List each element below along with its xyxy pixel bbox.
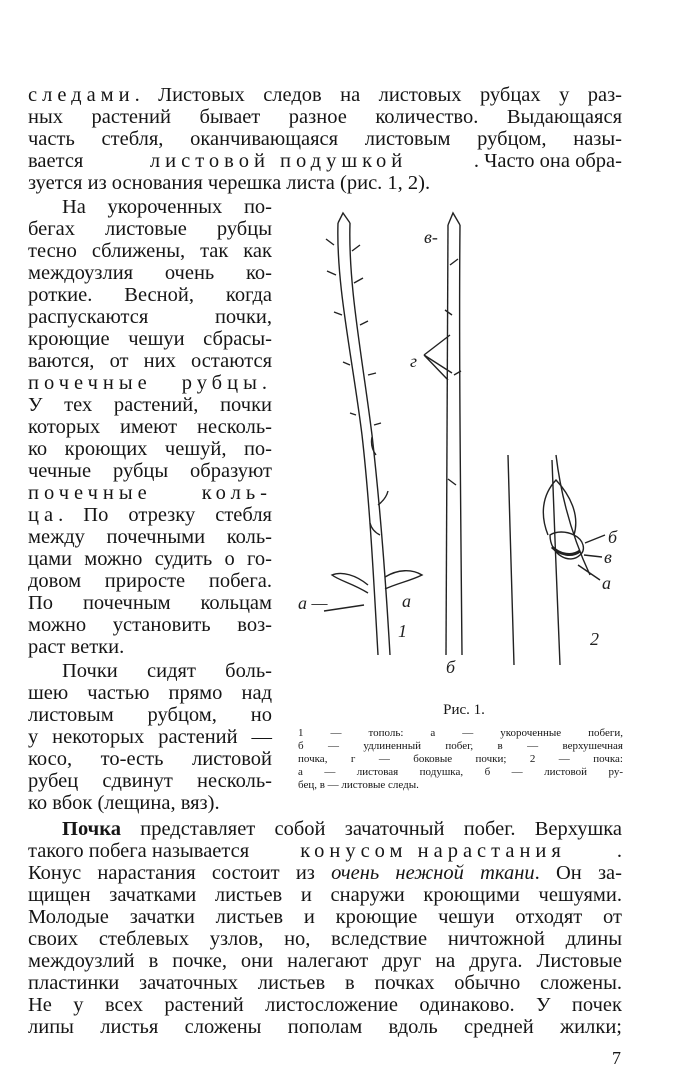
label-fig2-b: б — [608, 527, 618, 547]
text-line: можно установить воз- — [28, 614, 272, 636]
text-line: По почечным кольцам — [28, 592, 272, 614]
text-line: Почка представляет собой зачаточный побег. Верхушка — [62, 818, 622, 840]
text-line: ных растений бывает разное количество. Выдающаяся — [28, 106, 622, 128]
text-line: липы листья сложены пополам вдоль средней жилки; — [28, 1016, 622, 1038]
text-line: довом приросте побега. — [28, 570, 272, 592]
figure-caption-line: 1 — тополь: а — укороченные побеги, — [298, 727, 623, 739]
label-g: г — [410, 351, 418, 371]
text-line: щищен зачатками листьев и снаружи кроющими чешуями. — [28, 884, 622, 906]
term-spaced: ца — [28, 504, 59, 526]
term-italic: очень нежной ткани — [331, 862, 535, 884]
text-line: рубец сдвинут несколь- — [28, 770, 272, 792]
text-line: зуется из основания черешка листа (рис. 1, 2). — [28, 172, 431, 194]
text-line: ца. По отрезку стебля — [28, 504, 272, 526]
term-bold: Почка — [62, 818, 121, 840]
text-line: У тех растений, почки — [28, 394, 272, 416]
label-fig2-num: 2 — [590, 629, 599, 649]
text-line: чечные рубцы образуют — [28, 460, 272, 482]
figure-caption-line: бец, в — листовые следы. — [298, 779, 419, 791]
text-line: листовым рубцом, но — [28, 704, 272, 726]
text-line: цами можно судить о го- — [28, 548, 272, 570]
figure-1 — [290, 205, 640, 815]
text-line: Молодые зачатки листьев и кроющие чешуи отходят от — [28, 906, 622, 928]
text-line: вается листовой подушкой . Часто она обра- — [28, 150, 622, 172]
shoot-1-drawing — [324, 213, 422, 655]
text-line: Почки сидят боль- — [62, 660, 272, 682]
text-line: ко вбок (лещина, вяз). — [28, 792, 220, 814]
text-line: косо, то-есть листовой — [28, 748, 272, 770]
text-line: ваются, от них остаются — [28, 350, 272, 372]
figure-illustration — [290, 205, 640, 695]
text-line: часть стебля, оканчивающаяся листовым рубцом, назы- — [28, 128, 622, 150]
label-fig2-v: в — [604, 547, 612, 567]
term-spaced: листовой подушкой — [149, 150, 408, 172]
text-line: На укороченных по- — [62, 196, 272, 218]
text-line: распускаются почки, — [28, 306, 272, 328]
text-line: своих стеблевых узлов, но, вследствие ничтожной длины — [28, 928, 622, 950]
text-line: кроющие чешуи сбрасы- — [28, 328, 272, 350]
text-line: бегах листовые рубцы — [28, 218, 272, 240]
figure-caption-line: почка, г — боковые почки; 2 — почка: — [298, 753, 623, 765]
text-line: роткие. Весной, когда — [28, 284, 272, 306]
label-v-top: в- — [424, 227, 438, 247]
term-spaced: почечные коль- — [28, 482, 272, 504]
label-a-left: а — — [298, 593, 328, 613]
text-line: Не у всех растений листосложение одинаково. У почек — [28, 994, 622, 1016]
text-line: следами. Листовых следов на листовых рубцах у раз- — [28, 84, 622, 106]
text-line: междоузлия очень ко- — [28, 262, 272, 284]
text-line: такого побега называется конусом нарастания . — [28, 840, 622, 862]
figure-title: Рис. 1. — [443, 702, 485, 718]
term-spaced: конусом нарастания — [300, 840, 566, 862]
figure-caption-line: а — листовая подушка, б — листовой ру- — [298, 766, 623, 778]
text-line: которых имеют несколь- — [28, 416, 272, 438]
text-line: у некоторых растений — — [28, 726, 272, 748]
label-b: б — [446, 657, 456, 677]
text-line: раст ветки. — [28, 636, 125, 658]
text-line: междоузлий в почке, они налегают друг на друга. Листовые — [28, 950, 622, 972]
figure-caption-line: б — удлиненный побег, в — верхушечная — [298, 740, 623, 752]
text-line: ко кроющих чешуй, по- — [28, 438, 272, 460]
text-line: между почечными коль- — [28, 526, 272, 548]
text-line: пластинки зачаточных листьев в почках обычно сложены. — [28, 972, 622, 994]
text-line: тесно сближены, так как — [28, 240, 272, 262]
text-line: шею частью прямо над — [28, 682, 272, 704]
text-line: Конус нарастания состоит из очень нежной ткани. Он за- — [28, 862, 622, 884]
term-spaced: следами — [28, 84, 135, 106]
label-a-right: а — [402, 591, 411, 611]
shoot-2-drawing — [424, 213, 462, 655]
term-spaced: почечные рубцы. — [28, 372, 272, 394]
label-shoot-1: 1 — [398, 621, 407, 641]
page-number: 7 — [612, 1048, 621, 1068]
label-fig2-a: а — [602, 573, 611, 593]
